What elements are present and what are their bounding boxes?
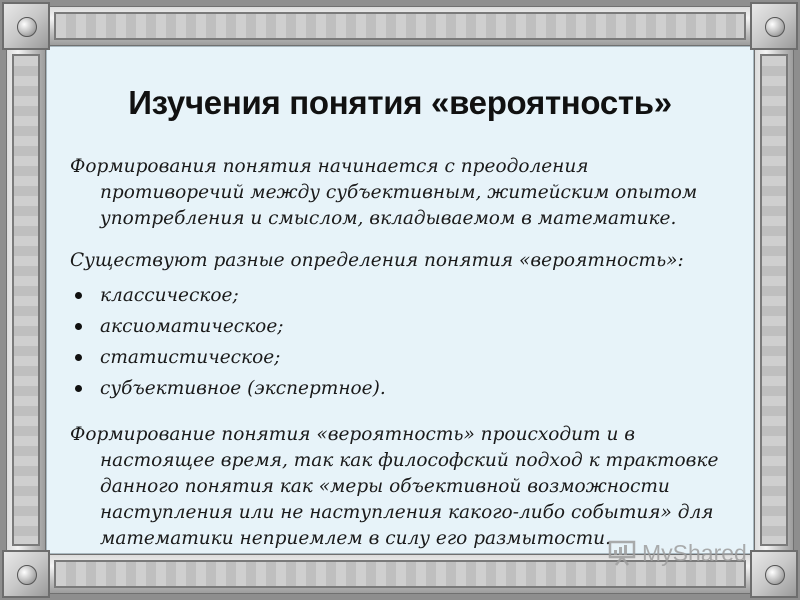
list-item-label: классическое; xyxy=(100,285,239,306)
paragraph-definitions xyxy=(70,248,730,274)
corner-rivet-top-right xyxy=(750,2,798,50)
bullet-icon xyxy=(75,323,82,330)
paragraph-intro-text: Формирования понятия начинается с преодоления противоречий между субъективным, житейским опытом употребления и смыслом, вкладываемом в математике. xyxy=(70,156,698,229)
list-item-label: аксиоматическое; xyxy=(100,316,284,337)
list-item xyxy=(72,280,386,311)
slide-panel xyxy=(46,46,754,554)
paragraph-conclusion xyxy=(70,422,730,552)
slide-title: Изучения понятия «вероятность» xyxy=(128,84,672,121)
watermark-label: MyShared xyxy=(642,539,747,566)
frame-top-bar xyxy=(48,6,752,46)
presentation-board-icon xyxy=(608,540,636,566)
frame-left-bar xyxy=(6,48,46,552)
list-item xyxy=(72,373,386,404)
bullet-icon xyxy=(75,354,82,361)
corner-rivet-top-left xyxy=(2,2,50,50)
watermark xyxy=(608,538,747,568)
definitions-list xyxy=(72,280,386,404)
list-item xyxy=(72,342,386,373)
bullet-icon xyxy=(75,385,82,392)
corner-rivet-bottom-right xyxy=(750,550,798,598)
list-item-label: статистическое; xyxy=(100,347,281,368)
paragraph-conclusion-text: Формирование понятия «вероятность» происходит и в настоящее время, так как философский подход к трактовке данного понятия как «меры объективной возможности наступления или не наступления какого-либо события» для математики неприемлем в силу его размытости. xyxy=(70,424,719,549)
list-item xyxy=(72,311,386,342)
corner-rivet-bottom-left xyxy=(2,550,50,598)
list-item-label: субъективное (экспертное). xyxy=(100,378,386,399)
bullet-icon xyxy=(75,292,82,299)
paragraph-definitions-text: Существуют разные определения понятия «вероятность»: xyxy=(70,250,684,271)
frame-right-bar xyxy=(754,48,794,552)
paragraph-intro xyxy=(70,154,730,232)
